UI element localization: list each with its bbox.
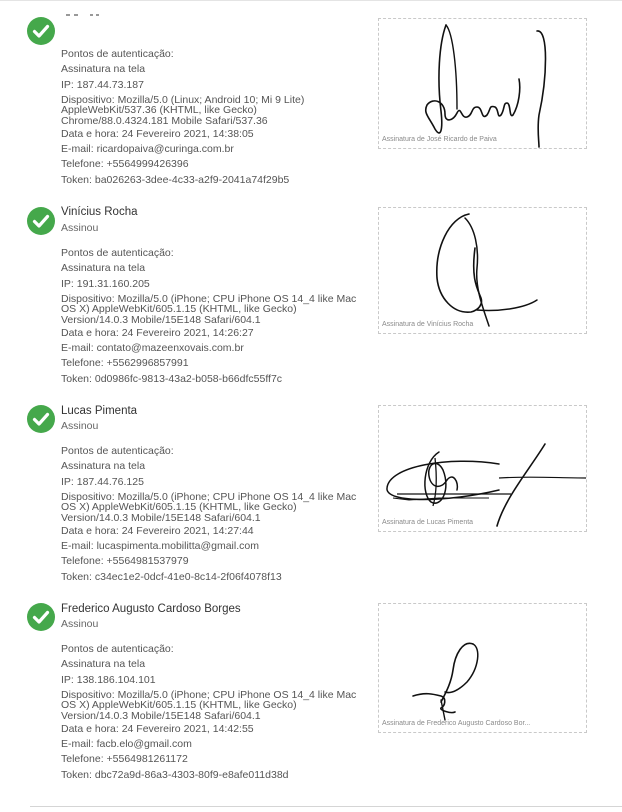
device-info: Dispositivo: Mozilla/5.0 (iPhone; CPU iPhone OS 14_4 like Mac OS X) AppleWebKit/605.1.15 (KHTML, like Gecko) Version/14.0.3 Mobile/15E148 Safari/604.1 (61, 292, 357, 326)
date-time: Data e hora: 24 Fevereiro 2021, 14:38:05 (61, 127, 254, 140)
authentication-details (61, 49, 361, 186)
ip-address: IP: 187.44.76.125 (61, 475, 144, 488)
auth-method: Assinatura na tela (61, 460, 146, 473)
auth-points-label: Pontos de autenticação: (61, 643, 174, 655)
phone: Telefone: +5564981537979 (61, 555, 189, 568)
email: E-mail: facb.elo@gmail.com (61, 738, 192, 751)
signature-box (378, 207, 587, 334)
signer-name: Lucas Pimenta (61, 405, 138, 417)
token: Token: dbc72a9d-86a3-4303-80f9-e8afe011d38d (61, 768, 289, 781)
cropped-name-remnant (66, 13, 106, 17)
signer-name: Vinícius Rocha (61, 206, 138, 218)
email: E-mail: lucaspimenta.mobilitta@gmail.com (61, 540, 259, 553)
auth-points-label: Pontos de autenticação: (61, 445, 174, 457)
phone: Telefone: +5564999426396 (61, 158, 189, 171)
ip-address: IP: 191.31.160.205 (61, 277, 150, 290)
signature-caption: Assinatura de Lucas Pimenta (382, 518, 474, 526)
signature-caption: Assinatura de José Ricardo de Paiva (382, 135, 497, 143)
check-circle-icon (27, 603, 55, 631)
token: Token: c34ec1e2-0dcf-41e0-8c14-2f06f4078f13 (61, 570, 282, 583)
signature-status: Assinou (61, 420, 99, 432)
signature-image (379, 19, 587, 149)
authentication-details (61, 446, 361, 583)
signature-image (379, 208, 587, 334)
token: Token: ba026263-3dee-4c33-a2f9-2041a74f29b5 (61, 173, 290, 186)
ip-address: IP: 187.44.73.187 (61, 78, 144, 91)
device-info: Dispositivo: Mozilla/5.0 (Linux; Android 10; Mi 9 Lite) AppleWebKit/537.36 (KHTML, like Gecko) Chrome/88.0.4324.181 Mobile Safari/537.36 (61, 93, 305, 127)
signature-box (378, 18, 587, 149)
signature-image (379, 604, 587, 733)
email: E-mail: ricardopaiva@curinga.com.br (61, 143, 234, 156)
top-divider (0, 0, 622, 1)
phone: Telefone: +5562996857991 (61, 357, 189, 370)
auth-points-label: Pontos de autenticação: (61, 247, 174, 259)
auth-method: Assinatura na tela (61, 658, 146, 671)
date-time: Data e hora: 24 Fevereiro 2021, 14:42:55 (61, 722, 254, 735)
signature-box (378, 405, 587, 532)
date-time: Data e hora: 24 Fevereiro 2021, 14:26:27 (61, 326, 254, 339)
bottom-divider (30, 806, 622, 807)
signature-image (379, 406, 587, 532)
ip-address: IP: 138.186.104.101 (61, 673, 156, 686)
phone: Telefone: +5564981261172 (61, 753, 188, 766)
signature-status: Assinou (61, 222, 99, 234)
token: Token: 0d0986fc-9813-43a2-b058-b66dfc55ff7c (61, 372, 283, 385)
auth-points-label: Pontos de autenticação: (61, 48, 174, 60)
signature-caption: Assinatura de Frederico Augusto Cardoso Bor... (382, 719, 531, 727)
signature-status: Assinou (61, 618, 99, 630)
authentication-details (61, 248, 361, 385)
device-info: Dispositivo: Mozilla/5.0 (iPhone; CPU iPhone OS 14_4 like Mac OS X) AppleWebKit/605.1.15 (KHTML, like Gecko) Version/14.0.3 Mobile/15E148 Safari/604.1 (61, 490, 357, 524)
authentication-details (61, 644, 361, 781)
signature-caption: Assinatura de Vinícius Rocha (382, 320, 474, 328)
check-circle-icon (27, 207, 55, 235)
check-circle-icon (27, 405, 55, 433)
signature-box (378, 603, 587, 733)
check-circle-icon (27, 17, 55, 45)
auth-method: Assinatura na tela (61, 63, 146, 76)
device-info: Dispositivo: Mozilla/5.0 (iPhone; CPU iPhone OS 14_4 like Mac OS X) AppleWebKit/605.1.15 (KHTML, like Gecko) Version/14.0.3 Mobile/15E148 Safari/604.1 (61, 688, 357, 722)
date-time: Data e hora: 24 Fevereiro 2021, 14:27:44 (61, 524, 254, 537)
auth-method: Assinatura na tela (61, 262, 146, 275)
email: E-mail: contato@mazeenxovais.com.br (61, 342, 244, 355)
signer-name: Frederico Augusto Cardoso Borges (61, 603, 241, 615)
